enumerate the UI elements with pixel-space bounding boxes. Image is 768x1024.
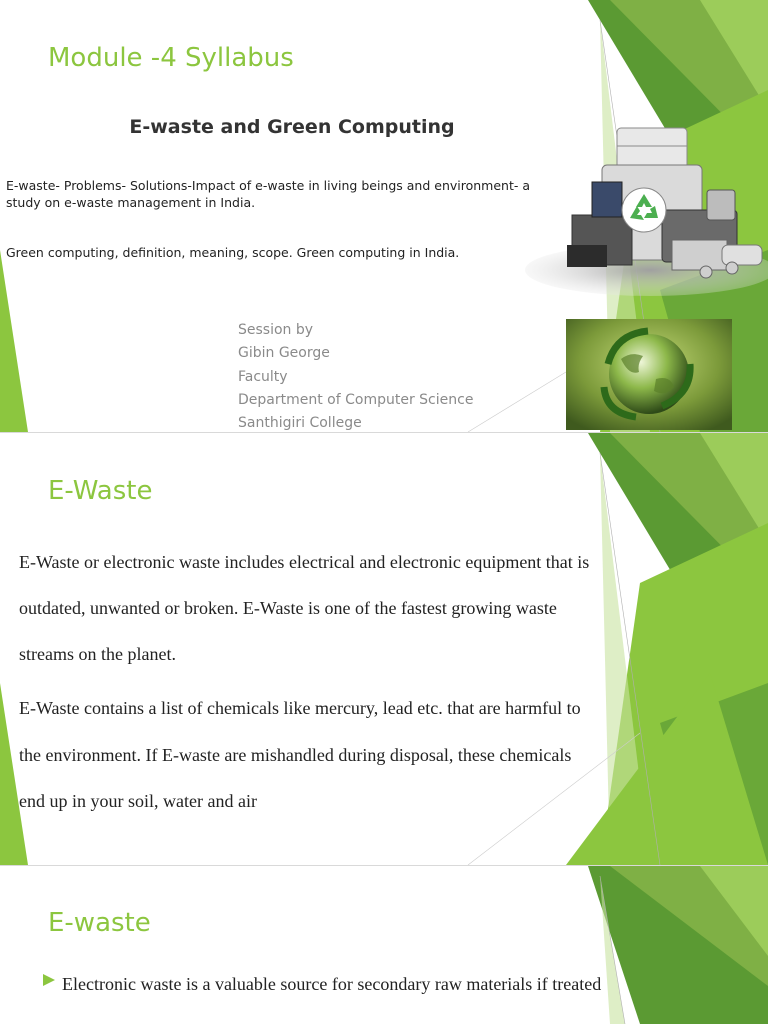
presenter-role: Faculty (238, 368, 288, 385)
slide1-subtitle: E-waste and Green Computing (129, 116, 455, 138)
slide1-title: Module -4 Syllabus (48, 43, 294, 73)
session-label: Session by (238, 322, 314, 338)
paragraph-line: end up in your soil, water and air (19, 791, 257, 811)
session-info (238, 319, 473, 432)
green-facets-decoration (0, 866, 768, 1024)
slide-ewaste-resource (0, 866, 768, 1024)
paragraph-line: E-Waste or electronic waste includes electrical and electronic equipment that is (19, 552, 590, 572)
ewaste-definition-paragraph (19, 539, 589, 677)
bullet-item: Electronic waste is a valuable source for secondary raw materials if treated (62, 974, 602, 994)
slide2-title: E-Waste (48, 476, 153, 506)
ewaste-pile-image (522, 120, 768, 300)
topic-green-computing: Green computing, definition, meaning, scope. Green computing in India. (6, 245, 460, 260)
slide-syllabus (0, 0, 768, 432)
presenter-college: Santhigiri College (238, 415, 362, 432)
paragraph-line: outdated, unwanted or broken. E-Waste is one of the fastest growing waste (19, 598, 557, 618)
bullet-arrow-icon (42, 973, 56, 987)
ewaste-chemicals-paragraph (19, 685, 581, 825)
paragraph-line: E-Waste contains a list of chemicals like mercury, lead etc. that are harmful to (19, 698, 581, 718)
topic-ewaste-line2: study on e-waste management in India. (6, 195, 256, 210)
slide3-title: E-waste (48, 908, 151, 938)
topic-ewaste (6, 177, 530, 211)
slide-ewaste-definition (0, 433, 768, 865)
presenter-name: Gibin George (238, 345, 330, 362)
green-earth-image (566, 319, 732, 430)
paragraph-line: the environment. If E-waste are mishandled during disposal, these chemicals (19, 744, 572, 765)
paragraph-line: streams on the planet. (19, 644, 176, 664)
topic-ewaste-line1: E-waste- Problems- Solutions-Impact of e-waste in living beings and environment- a (6, 178, 531, 193)
presenter-department: Department of Computer Science (238, 391, 474, 408)
